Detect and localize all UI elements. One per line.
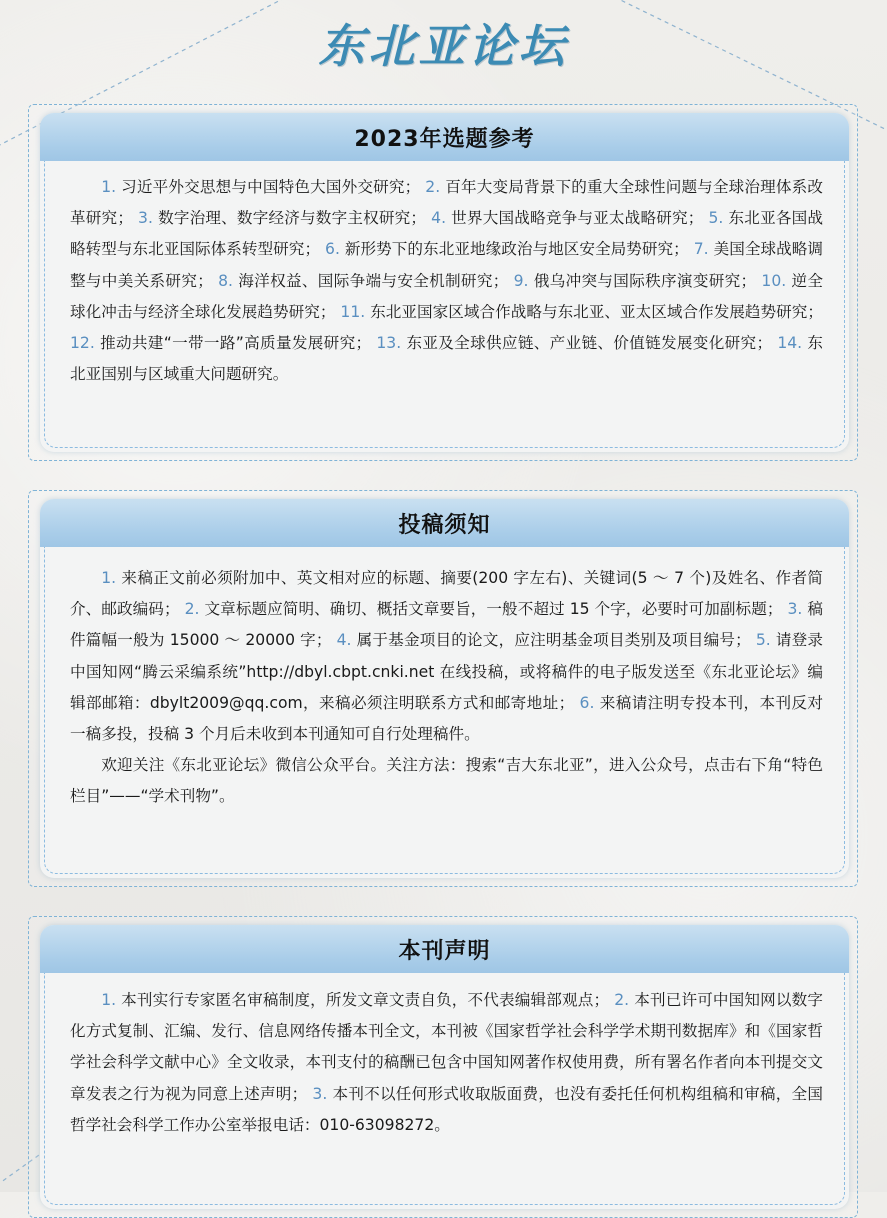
- item-text: 本刊实行专家匿名审稿制度，所发文章文责自负，不代表编辑部观点；: [116, 991, 615, 1009]
- guidelines-card-header: [40, 499, 849, 547]
- section-topics: [28, 104, 858, 461]
- item-number: 7.: [693, 240, 709, 259]
- item-text: 属于基金项目的论文，应注明基金项目类别及项目编号；: [351, 631, 756, 650]
- item-number: 1.: [101, 569, 117, 587]
- paragraph: [70, 985, 823, 1141]
- statement-body: [40, 973, 849, 1141]
- item-number: 2.: [425, 178, 441, 196]
- item-number: 4.: [431, 209, 447, 228]
- journal-title-banner: [0, 0, 887, 95]
- section-statement: [28, 916, 858, 1218]
- guidelines-card: [40, 499, 849, 878]
- item-number: 8.: [218, 271, 233, 290]
- item-text: 俄乌冲突与国际秩序演变研究；: [528, 271, 762, 290]
- item-text: 稿件篇幅一般为 15000 ～ 20000 字；: [70, 600, 823, 650]
- item-text: 海洋权益、国际争端与安全机制研究；: [233, 271, 514, 290]
- statement-heading: 本刊声明: [398, 938, 491, 964]
- item-number: 14.: [777, 334, 803, 353]
- item-text: 请登录中国知网“腾云采编系统”http://dbyl.cbpt.cnki.net 在线投稿，或将稿件的电子版发送至《东北亚论坛》编辑部邮箱：dbylt2009@qq.com，来稿必须注明联系方式和邮寄地址；: [70, 631, 823, 712]
- topics-card-header: [40, 113, 849, 161]
- item-number: 10.: [761, 271, 787, 290]
- item-number: 6.: [325, 240, 340, 259]
- item-number: 9.: [513, 271, 529, 290]
- item-number: 5.: [755, 631, 771, 650]
- topics-heading: 2023年选题参考: [354, 126, 535, 152]
- item-text: 美国全球战略调整与中美关系研究；: [70, 240, 823, 290]
- item-number: 3.: [787, 600, 803, 619]
- item-text: 数字治理、数字经济与数字主权研究；: [152, 209, 432, 228]
- item-text: 新形势下的东北亚地缘政治与地区安全局势研究；: [339, 240, 694, 259]
- item-number: 2.: [614, 991, 630, 1009]
- item-number: 3.: [138, 209, 153, 228]
- journal-title: 东北亚论坛: [318, 19, 569, 73]
- topics-body: [40, 161, 849, 390]
- item-text: 逆全球化冲击与经济全球化发展趋势研究；: [70, 271, 823, 321]
- item-text: 欢迎关注《东北亚论坛》微信公众平台。关注方法：搜索“吉大东北亚”，进入公众号，点击右下角“特色栏目”——“学术刊物”。: [70, 756, 823, 806]
- statement-card: [40, 925, 849, 1209]
- paragraph: [70, 172, 823, 390]
- item-number: 6.: [579, 693, 595, 712]
- item-number: 13.: [376, 334, 402, 353]
- item-text: 本刊不以任何形式收取版面费，也没有委托任何机构组稿和审稿，全国哲学社会科学工作办公室举报电话：010-63098272。: [70, 1084, 823, 1134]
- item-number: 3.: [312, 1084, 328, 1103]
- item-text: 来稿正文前必须附加中、英文相对应的标题、摘要(200 字左右)、关键词(5 ～ 7 个)及姓名、作者简介、邮政编码；: [70, 569, 823, 619]
- item-text: 东北亚国家区域合作战略与东北亚、亚太区域合作发展趋势研究；: [365, 302, 823, 321]
- item-text: 百年大变局背景下的重大全球性问题与全球治理体系改革研究；: [70, 178, 823, 228]
- statement-card-header: [40, 925, 849, 973]
- item-number: 5.: [708, 209, 724, 228]
- paragraph: [70, 563, 823, 750]
- item-text: 习近平外交思想与中国特色大国外交研究；: [116, 178, 426, 196]
- item-text: 推动共建“一带一路”高质量发展研究；: [94, 334, 377, 353]
- item-text: 本刊已许可中国知网以数字化方式复制、汇编、发行、信息网络传播本刊全文，本刊被《国家哲学社会科学学术期刊数据库》和《国家哲学社会科学文献中心》全文收录，本刊支付的稿酬已包含中国知网著作权使用费，所有署名作者向本刊提交文章发表之行为视为同意上述声明；: [70, 991, 823, 1103]
- section-submission-guidelines: [28, 490, 858, 887]
- item-number: 11.: [340, 302, 366, 321]
- item-text: 来稿请注明专投本刊，本刊反对一稿多投，投稿 3 个月后未收到本刊通知可自行处理稿件。: [70, 693, 823, 744]
- item-text: 东亚及全球供应链、产业链、价值链发展变化研究；: [401, 334, 778, 353]
- guidelines-heading: 投稿须知: [398, 512, 491, 538]
- item-number: 12.: [70, 334, 95, 353]
- item-text: 东北亚各国战略转型与东北亚国际体系转型研究；: [70, 209, 823, 259]
- item-number: 2.: [184, 600, 200, 619]
- item-text: 世界大国战略竞争与亚太战略研究；: [446, 209, 709, 228]
- item-number: 1.: [101, 178, 117, 196]
- item-text: 文章标题应简明、确切、概括文章要旨，一般不超过 15 个字，必要时可加副标题；: [199, 600, 788, 619]
- paragraph: [70, 750, 823, 812]
- item-text: 东北亚国别与区域重大问题研究。: [70, 334, 823, 384]
- topics-card: [40, 113, 849, 452]
- item-number: 4.: [336, 631, 352, 650]
- guidelines-body: [40, 547, 849, 813]
- item-number: 1.: [101, 991, 117, 1009]
